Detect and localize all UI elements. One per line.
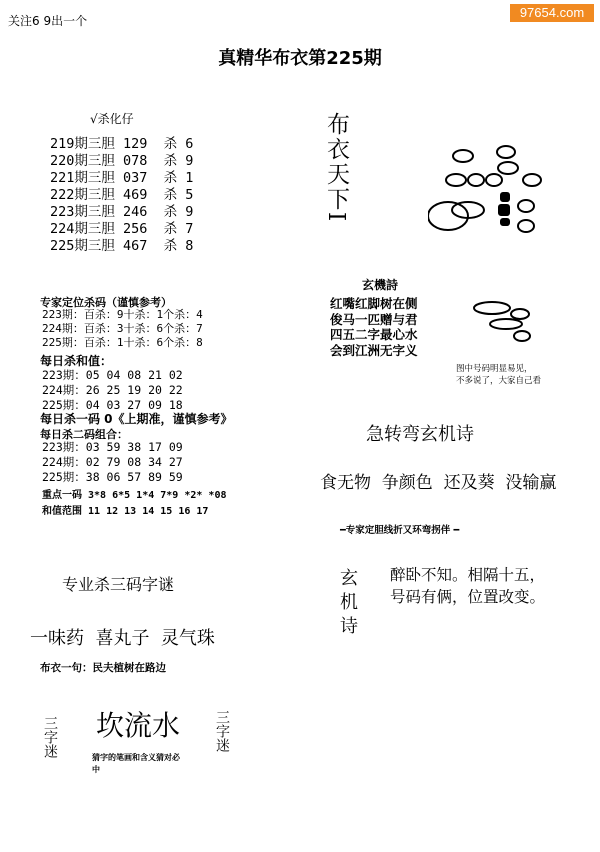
puzzle-shape <box>446 174 466 186</box>
right-vertical-label: 三字迷 <box>214 710 230 752</box>
puzzle-shape <box>511 309 529 319</box>
kill-section-header: √杀化仔 <box>90 112 134 126</box>
ji-title: 急转弯玄机诗 <box>366 424 474 445</box>
puzzle-shape <box>500 218 510 226</box>
puzzle-shape <box>518 200 534 212</box>
kill-row: 223期三胆 246 杀 9 <box>50 204 194 220</box>
expert-header: 专家定位杀码（谨慎参考） <box>40 296 172 309</box>
kill-list <box>50 136 193 255</box>
puzzle-shape <box>486 174 502 186</box>
kill-row: 220期三胆 078 杀 9 <box>50 153 194 169</box>
page-title: 真精华布衣第225期 <box>218 48 382 69</box>
sum-header: 每日杀和值： <box>40 354 113 368</box>
puzzle-shape <box>474 302 510 314</box>
buyi-vertical-title: 布衣天下I <box>323 112 349 224</box>
expert-line: ━专家定胆线折又环弯拐伴 ━ <box>340 525 460 536</box>
poem-line: 俊马一匹赠与君 <box>330 311 418 327</box>
two-code-header: 每日杀二码组合： <box>40 428 128 441</box>
top-note: 关注6 9出一个 <box>8 14 88 28</box>
puzzle-shape <box>428 202 468 230</box>
range-row: 和值范围 11 12 13 14 15 16 17 <box>42 506 209 517</box>
xuanji-vertical-title: 玄机诗 <box>337 568 358 640</box>
puzzle-shape <box>500 192 510 202</box>
one-code-header: 每日杀一码 0《上期准，谨慎参考》 <box>40 412 233 426</box>
kill-row: 219期三胆 129 杀 6 <box>50 136 194 152</box>
puzzle-shape <box>497 146 515 158</box>
kill-row: 222期三胆 469 杀 5 <box>50 187 194 203</box>
expert-list <box>42 308 203 350</box>
puzzle-shape <box>514 331 530 341</box>
picture-note <box>456 363 541 387</box>
puzzle-shape <box>490 319 522 329</box>
center-small-hint: 猜字的笔画和含义猜对必中 <box>92 753 180 774</box>
two-code-row: 223期：03 59 38 17 09 <box>42 440 183 454</box>
puzzle-shape <box>498 204 510 216</box>
puzzle-shape <box>518 220 534 232</box>
two-code-row: 224期：02 79 08 34 27 <box>42 455 183 469</box>
buyi-line: 布衣一句：民夫植树在路边 <box>40 662 166 674</box>
expert-row: 225期：百杀：1十杀：6个杀：8 <box>42 336 203 349</box>
ji-items: 食无物 争颜色 还及葵 没输赢 <box>320 473 557 493</box>
sum-row: 225期：04 03 27 09 18 <box>42 398 183 412</box>
sum-list <box>42 368 183 413</box>
focus-row: 重点一码 3*8 6*5 1*4 7*9 *2* *08 <box>42 490 227 501</box>
sum-row: 223期：05 04 08 21 02 <box>42 368 183 382</box>
sum-row: 224期：26 25 19 20 22 <box>42 383 183 397</box>
kill-row: 225期三胆 467 杀 8 <box>50 238 194 254</box>
center-big-riddle: 坎流水 <box>96 709 181 742</box>
watermark: 97654.com <box>510 4 594 22</box>
expert-row: 224期：百杀：3十杀：6个杀：7 <box>42 322 203 335</box>
kill-row: 224期三胆 256 杀 7 <box>50 221 194 237</box>
poem-line: 会到江洲无字义 <box>330 342 418 358</box>
poem-puzzle-image <box>470 294 540 344</box>
puzzle-shape <box>523 174 541 186</box>
two-code-list <box>42 440 183 485</box>
puzzle-shape <box>453 150 473 162</box>
poem-title: 玄機詩 <box>362 278 399 292</box>
picture-note-line: 图中号码明显易见， <box>456 364 533 374</box>
puzzle-shape <box>468 174 484 186</box>
puzzle-shape <box>498 162 518 174</box>
two-code-row: 225期：38 06 57 89 59 <box>42 470 183 484</box>
kill-row: 221期三胆 037 杀 1 <box>50 170 194 186</box>
poem-lines <box>330 296 418 358</box>
picture-note-line: 不多说了，大家自己看 <box>456 376 542 386</box>
xuanji-poem <box>390 564 545 608</box>
poem-line: 红嘴红脚树在侧 <box>330 296 418 311</box>
number-puzzle-image <box>428 140 548 240</box>
riddle-title: 专业杀三码字谜 <box>62 575 175 594</box>
riddle-items: 一味药 喜丸子 灵气珠 <box>30 628 215 649</box>
xuanji-line: 号码有俩，位置改变。 <box>390 588 546 606</box>
poem-line: 四五二字最心水 <box>330 327 418 342</box>
left-vertical-label: 三字迷 <box>42 716 58 758</box>
expert-row: 223期：百杀：9十杀：1个杀：4 <box>42 308 203 321</box>
xuanji-line: 醉卧不知。相隔十五， <box>390 566 546 584</box>
